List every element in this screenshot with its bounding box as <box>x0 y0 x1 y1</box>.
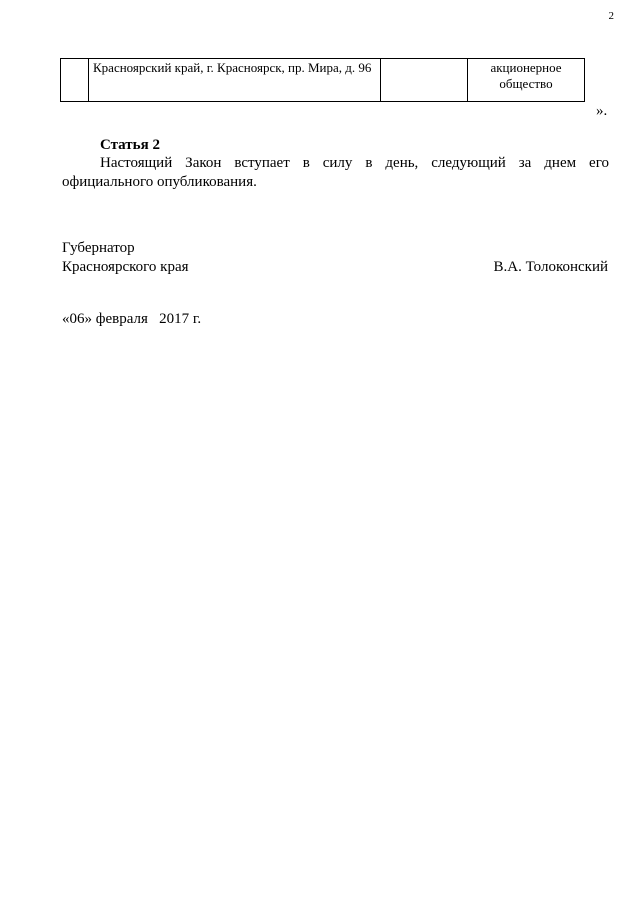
closing-quote: ». <box>596 103 608 119</box>
table-row <box>61 59 585 102</box>
page-number: 2 <box>608 10 614 22</box>
article-body <box>62 154 609 192</box>
table-cell-org-form: акционерное общество <box>468 59 585 102</box>
table-fragment <box>60 58 585 102</box>
table-cell-address: Красноярский край, г. Красноярск, пр. Мира, д. 96 <box>89 59 381 102</box>
signatory-name: В.А. Толоконский <box>493 259 608 275</box>
article-text-line: официального опубликования. <box>62 174 257 190</box>
table-cell-empty <box>381 59 468 102</box>
signature-title: Губернатор <box>62 240 135 256</box>
document-date: «06» февраля 2017 г. <box>62 311 202 327</box>
article-title: Статья 2 <box>100 137 160 153</box>
signature-region: Красноярского края <box>62 259 189 275</box>
article-text-line: Настоящий Закон вступает в силу в день, следующий за днем его <box>100 155 609 171</box>
table-cell-empty <box>61 59 89 102</box>
